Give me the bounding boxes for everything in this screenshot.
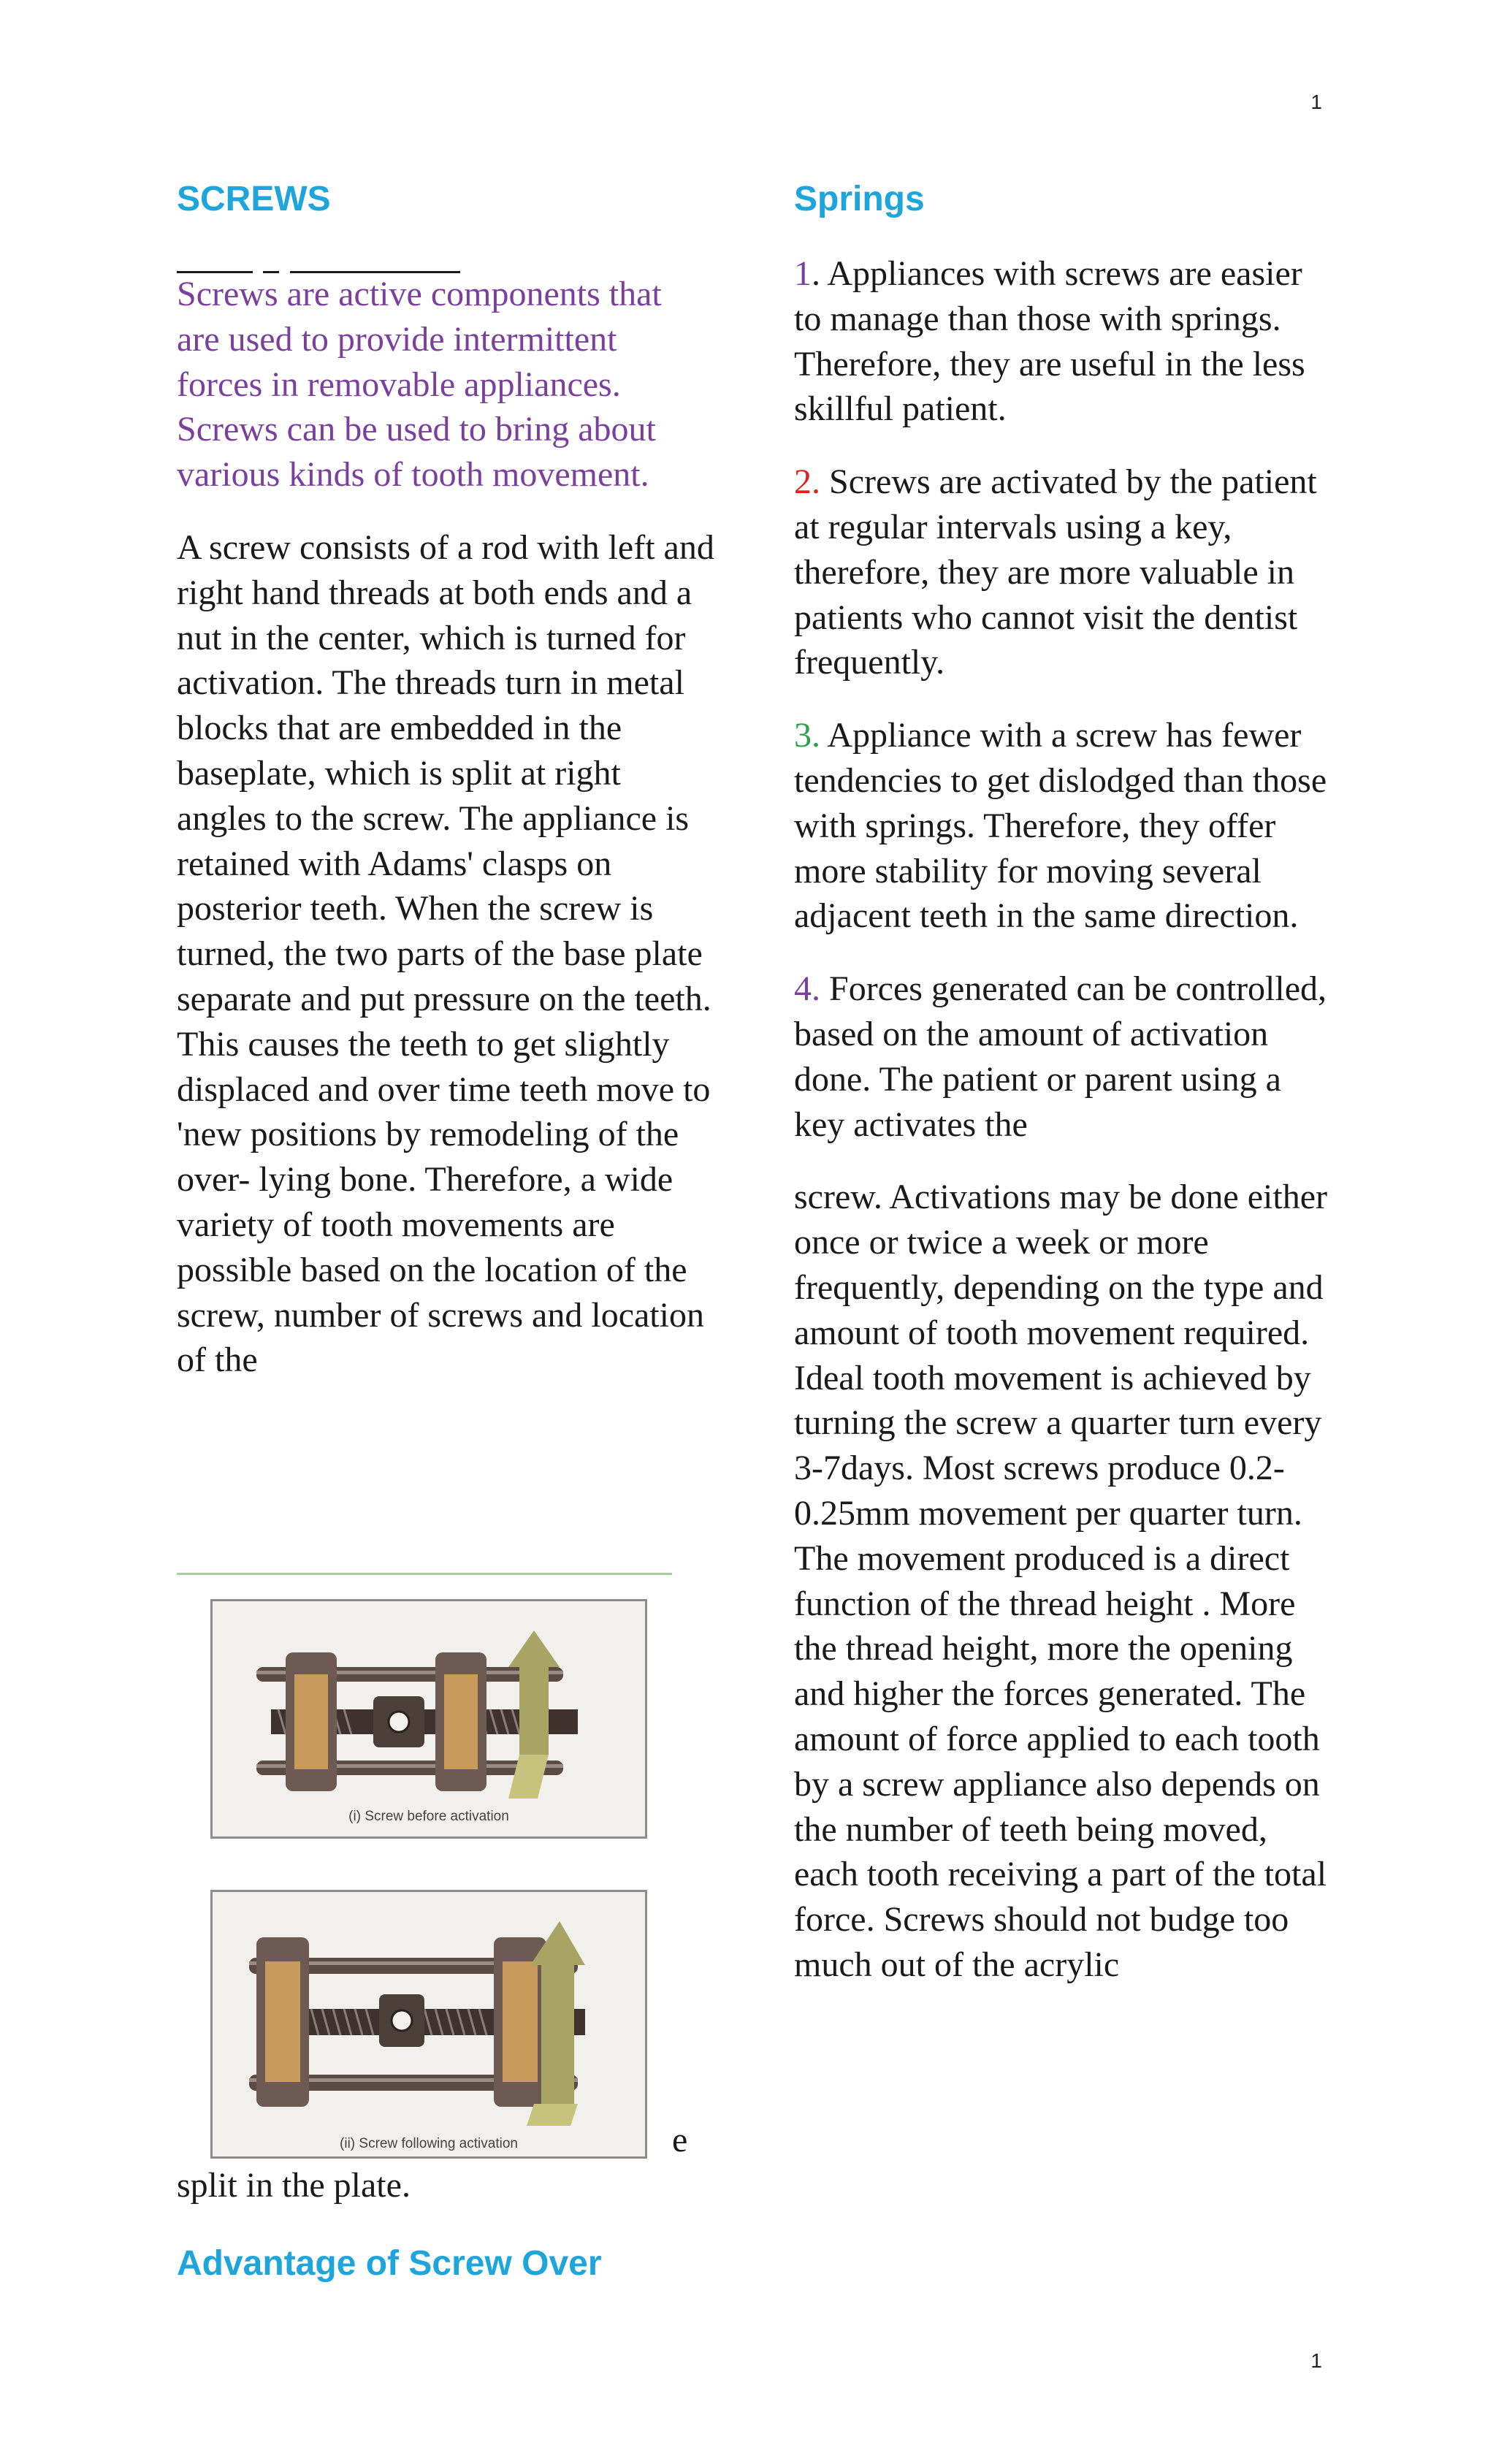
point-2-number: 2. — [794, 462, 820, 502]
advantage-point-3 — [794, 713, 1338, 939]
screw-before-illustration — [213, 1601, 645, 1820]
point-1-number: 1 — [794, 254, 812, 293]
left-column — [177, 174, 717, 1383]
right-column — [794, 174, 1338, 1988]
screw-after-illustration — [213, 1892, 645, 2137]
caption-after: (ii) Screw following activation — [340, 2136, 518, 2151]
page-number-bottom: 1 — [1310, 2349, 1322, 2372]
advantage-point-2 — [794, 459, 1338, 685]
advantage-heading: Advantage of Screw Over — [177, 2244, 602, 2283]
page-number-top: 1 — [1310, 91, 1322, 113]
point-2-text: Screws are activated by the patient at regular intervals using a key, therefore, they are more valuable in patients who cannot visit the dentist frequently. — [794, 462, 1317, 682]
trailing-letter: e — [672, 2121, 688, 2159]
screws-heading: SCREWS — [177, 180, 331, 218]
screw-figure-after — [210, 1890, 647, 2159]
screws-body: A screw consists of a rod with left and right hand threads at both ends and a nut in the center, which is turned for activation. The threads turn in metal blocks that are embedded in the baseplate, which is split at right angles to the screw. The appliance is retained with Adams' clasps on posterior teeth. When the screw is turned, the two parts of the base plate separate and put pressure on the teeth. This causes the teeth to get slightly displaced and over time teeth move to 'new positions by remodeling of the over- lying bone. Therefore, a wide variety of tooth movements are possible based on the location of the screw, number of screws and location of the — [177, 527, 714, 1380]
underline-rule — [177, 253, 717, 273]
advantage-point-1 — [794, 251, 1338, 432]
point-4-number: 4. — [794, 969, 820, 1009]
split-continuation: split in the plate. — [177, 2166, 411, 2205]
advantage-point-4 — [794, 966, 1327, 1147]
springs-heading: Springs — [794, 180, 925, 218]
screws-intro: Screws are active components that are used to provide intermittent forces in removable appliances. Screws can be used to bring about various kinds of tooth movement. — [177, 275, 662, 495]
point-3-text: Appliance with a screw has fewer tendencies to get dislodged than those with springs. Therefore, they offer more stability for moving several adjacent teeth in the same direction. — [794, 716, 1327, 936]
point-1-text: . Appliances with screws are easier to manage than those with springs. Therefore, they are useful in the less skillful patient. — [794, 254, 1305, 429]
point-4-text: Forces generated can be controlled, based on the amount of activation done. The patient or parent using a key activates the — [794, 969, 1327, 1144]
caption-before: (i) Screw before activation — [348, 1809, 509, 1824]
point-3-number: 3. — [794, 716, 820, 755]
section-divider — [177, 1573, 672, 1575]
screw-figure-before — [210, 1599, 647, 1839]
activation-continuation: screw. Activations may be done either once or twice a week or more frequently, depending on the type and amount of tooth movement required. Ideal tooth movement is achieved by turning the screw a quarter turn every 3-7days. Most screws produce 0.2-0.25mm movement per quarter turn. The movement produced is a direct function of the thread height . More the thread height, more the opening and higher the forces generated. The amount of force applied to each tooth by a screw appliance also depends on the number of teeth being moved, each tooth receiving a part of the total force. Screws should not budge too much out of the acrylic — [794, 1178, 1327, 1984]
